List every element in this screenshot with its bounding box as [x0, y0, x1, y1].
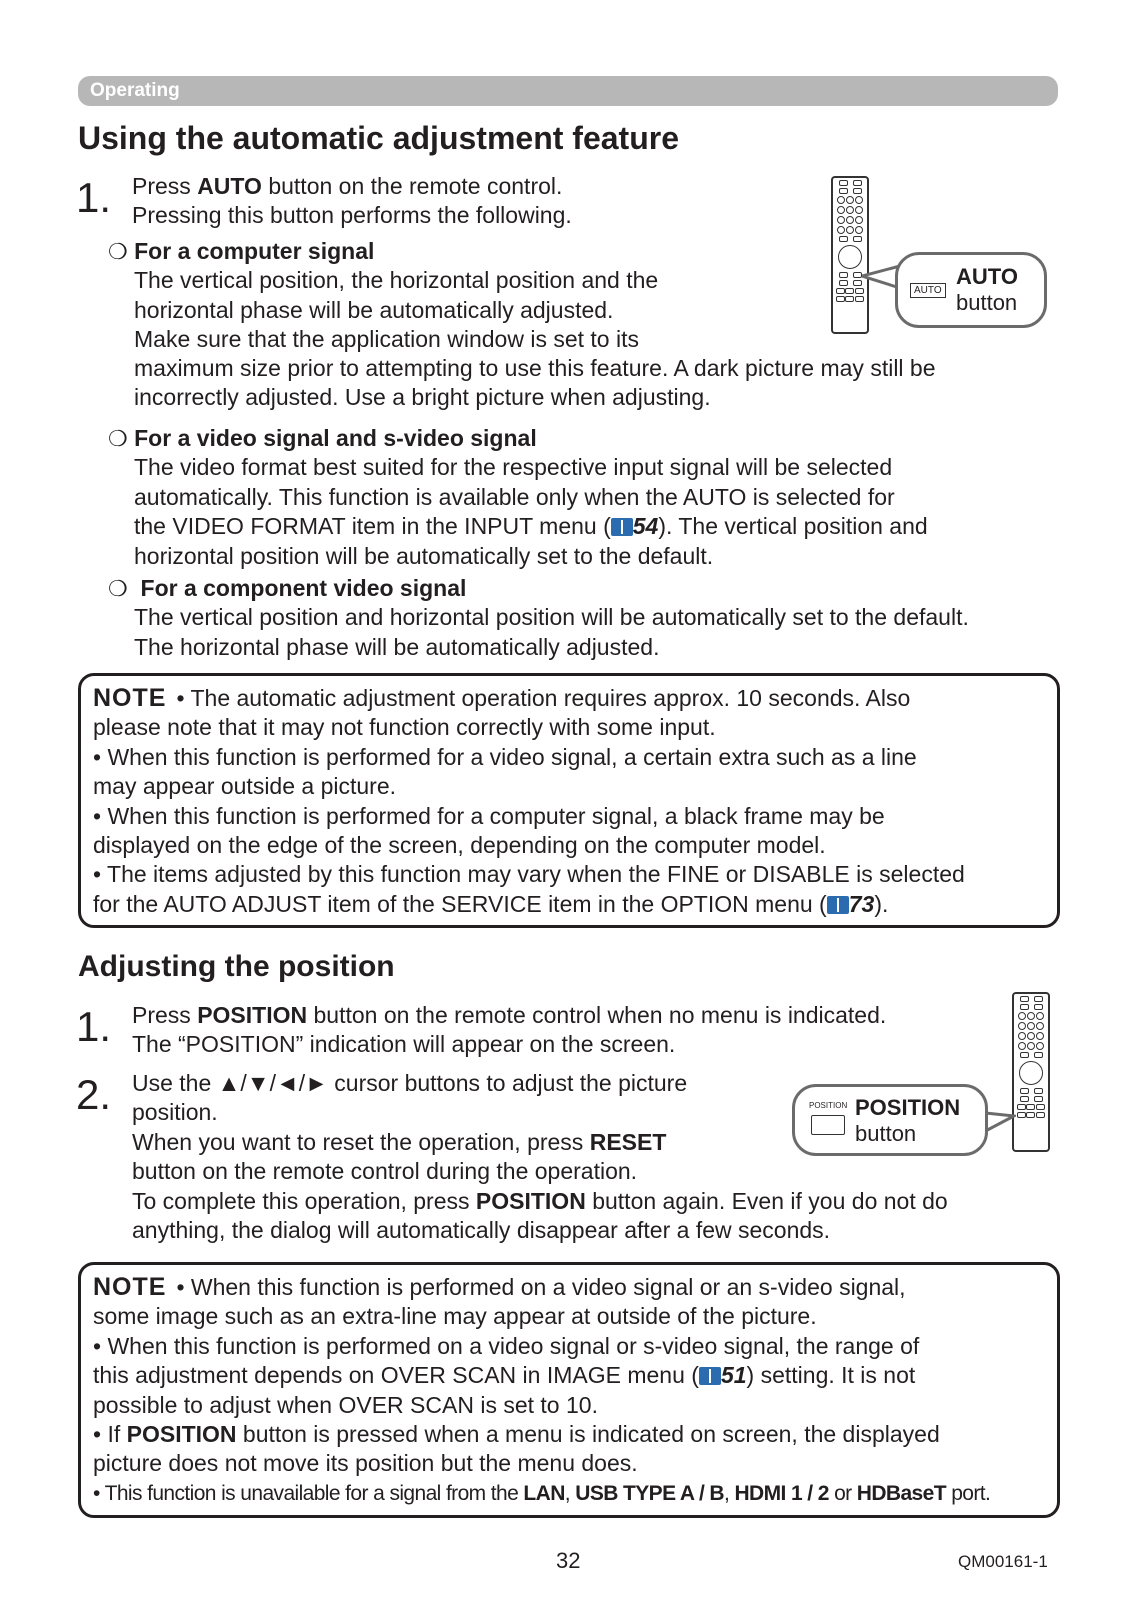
page-ref[interactable]: 73: [848, 890, 875, 917]
circle-bullet-icon: ❍: [108, 576, 128, 601]
step-number: 1.: [76, 1003, 112, 1050]
computer-signal-block: [108, 237, 828, 355]
component-body: The vertical position and horizontal position will be automatically set to the default. The horizontal phase will be automatically adjusted.: [134, 604, 969, 660]
subheading: For a computer signal: [134, 238, 375, 264]
step-line: Press AUTO button on the remote control.: [132, 173, 563, 199]
note-label: NOTE: [93, 1273, 167, 1301]
step-number: 1.: [76, 174, 112, 221]
note-box: NOTE • The automatic adjustment operation requires approx. 10 seconds. Also please note that it may not function correctly with some input. • When this function is performed for a video signal, a certain extra such as a line may appear outside a picture. • When this function is performed for a computer signal, a black frame may be displayed on the edge of the screen, depending on the computer model. • The items adjusted by this function may vary when the FINE or DISABLE is selected for the AUTO ADJUST item of the SERVICE item in the OPTION menu ( 73).: [78, 673, 1060, 928]
auto-button-label: AUTO button: [956, 264, 1018, 315]
auto-button-callout: [895, 252, 1047, 328]
circle-bullet-icon: ❍: [108, 239, 128, 264]
page-number: 32: [556, 1548, 581, 1573]
video-body: The video format best suited for the respective input signal will be selected automatically. This function is available only when the AUTO is selected for the VIDEO FORMAT item in the INPUT menu ( 54). The vertical position and horizontal position will be automatically set to the default.: [134, 454, 928, 569]
position-button-label: POSITION button: [855, 1095, 961, 1146]
remote-control-icon: [1012, 992, 1050, 1152]
remote-control-icon: [831, 176, 869, 334]
position-step-2-cont: To complete this operation, press POSITION button again. Even if you do not do anything, the dialog will automatically disappear after a few seconds.: [132, 1188, 948, 1244]
note-label: NOTE: [93, 684, 167, 712]
book-icon: [699, 1367, 721, 1385]
section-bar: [78, 76, 1058, 106]
page-title: Using the automatic adjustment feature: [78, 120, 679, 156]
position-step-2-text: Use the ▲/▼/◄/► cursor buttons to adjust the picture position. When you want to reset the operation, press RESET button on the remote control during the operation.: [132, 1070, 688, 1185]
step-number: 2.: [76, 1071, 112, 1118]
auto-key-icon: AUTO: [910, 283, 946, 298]
step-1-text: [132, 172, 792, 231]
subheading: For a video signal and s-video signal: [134, 425, 537, 451]
video-signal-block: [108, 424, 1038, 571]
position-key-icon: [811, 1115, 845, 1135]
position-step-1-text: Press POSITION button on the remote control when no menu is indicated. The “POSITION” indication will appear on the screen.: [132, 1002, 887, 1058]
position-key-label: POSITION: [809, 1101, 848, 1110]
subheading: For a component video signal: [140, 575, 467, 601]
page-ref[interactable]: 51: [720, 1362, 747, 1389]
component-signal-block: [108, 574, 1058, 662]
computer-body-cont: maximum size prior to attempting to use this feature. A dark picture may still be incorrectly adjusted. Use a bright picture when adjusting.: [134, 355, 936, 411]
circle-bullet-icon: ❍: [108, 426, 128, 451]
book-icon: [611, 518, 633, 536]
computer-body: The vertical position, the horizontal position and the horizontal phase will be automatically adjusted. Make sure that the application window is set to its: [134, 267, 659, 353]
section-label: Operating: [90, 80, 180, 101]
book-icon: [827, 896, 849, 914]
note-box: NOTE • When this function is performed on a video signal or an s-video signal, some image such as an extra-line may appear at outside of the picture. • When this function is performed on a video signal or s-video signal, the range of this adjustment depends on OVER SCAN in IMAGE menu ( 51) setting. It is not possible to adjust when OVER SCAN is set to 10. • If POSITION button is pressed when a menu is indicated on screen, the displayed picture does not move its position but the menu does. • This function is unavailable for a signal from the LAN, USB TYPE A / B, HDMI 1 / 2 or HDBaseT port.: [78, 1262, 1060, 1518]
document-code: QM00161-1: [958, 1552, 1048, 1571]
position-button-callout: [792, 1084, 988, 1156]
section-title: Adjusting the position: [78, 950, 395, 983]
step-line: Pressing this button performs the following.: [132, 202, 572, 229]
page-ref[interactable]: 54: [632, 513, 659, 540]
